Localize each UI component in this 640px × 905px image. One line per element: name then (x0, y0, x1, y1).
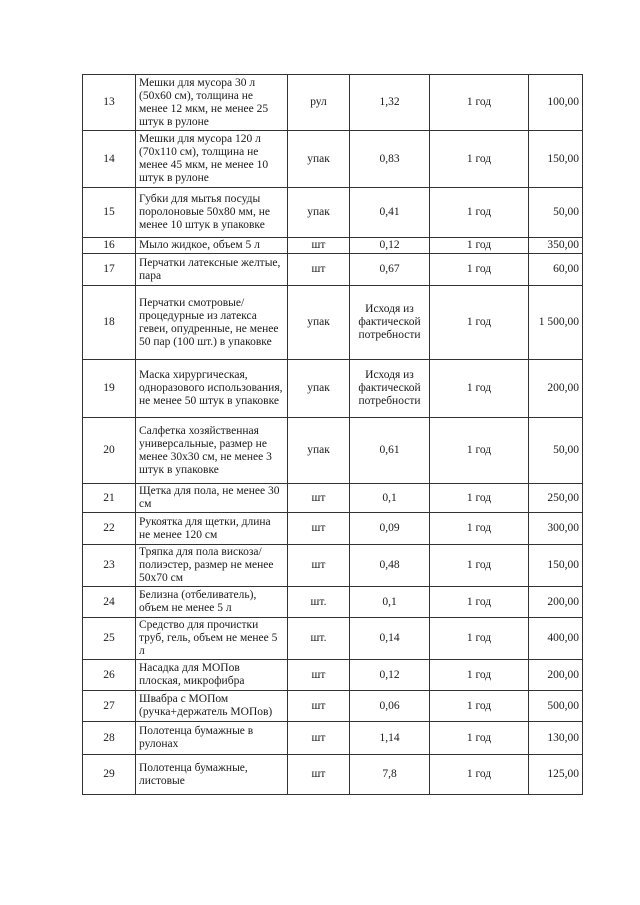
cell-period: 1 год (430, 188, 529, 238)
cell-num: 22 (83, 513, 136, 545)
table-row (83, 618, 583, 660)
cell-qty: Исходя из фактической потребности (350, 286, 430, 360)
cell-qty: 1,14 (350, 722, 430, 755)
cell-period: 1 год (430, 691, 529, 722)
table-row (83, 755, 583, 795)
table-row (83, 131, 583, 188)
cell-price: 400,00 (529, 618, 583, 660)
cell-name: Маска хирургическая, одноразового использования, не менее 50 штук в упаковке (136, 360, 288, 418)
cell-unit: упак (288, 286, 350, 360)
cell-qty: 0,83 (350, 131, 430, 188)
cell-period: 1 год (430, 254, 529, 286)
cell-period: 1 год (430, 238, 529, 254)
cell-price: 125,00 (529, 755, 583, 795)
cell-name: Полотенца бумажные, листовые (136, 755, 288, 795)
cell-price: 60,00 (529, 254, 583, 286)
cell-qty: 1,32 (350, 75, 430, 131)
cell-price: 100,00 (529, 75, 583, 131)
cell-period: 1 год (430, 513, 529, 545)
cell-price: 300,00 (529, 513, 583, 545)
cell-price: 500,00 (529, 691, 583, 722)
cell-unit: шт (288, 755, 350, 795)
cell-qty: 0,06 (350, 691, 430, 722)
cell-name: Перчатки латексные желтые, пара (136, 254, 288, 286)
cell-unit: шт (288, 722, 350, 755)
cell-period: 1 год (430, 484, 529, 513)
cell-unit: рул (288, 75, 350, 131)
cell-period: 1 год (430, 131, 529, 188)
cell-unit: шт (288, 691, 350, 722)
table-row (83, 660, 583, 691)
cell-period: 1 год (430, 755, 529, 795)
cell-name: Средство для прочистки труб, гель, объем не менее 5 л (136, 618, 288, 660)
cell-price: 150,00 (529, 545, 583, 587)
cell-unit: шт (288, 545, 350, 587)
cell-name: Мыло жидкое, объем 5 л (136, 238, 288, 254)
table-row (83, 360, 583, 418)
cell-unit: шт. (288, 587, 350, 618)
supply-table (82, 74, 583, 795)
cell-unit: шт (288, 513, 350, 545)
table-row (83, 513, 583, 545)
cell-period: 1 год (430, 360, 529, 418)
cell-num: 28 (83, 722, 136, 755)
cell-qty: 0,1 (350, 587, 430, 618)
cell-name: Полотенца бумажные в рулонах (136, 722, 288, 755)
cell-name: Мешки для мусора 120 л (70х110 см), толщина не менее 45 мкм, не менее 10 штук в рулоне (136, 131, 288, 188)
cell-unit: упак (288, 131, 350, 188)
cell-name: Белизна (отбеливатель), объем не менее 5 л (136, 587, 288, 618)
cell-unit: упак (288, 418, 350, 484)
cell-period: 1 год (430, 587, 529, 618)
cell-qty: Исходя из фактической потребности (350, 360, 430, 418)
cell-num: 25 (83, 618, 136, 660)
cell-name: Швабра с МОПом (ручка+держатель МОПов) (136, 691, 288, 722)
cell-price: 1 500,00 (529, 286, 583, 360)
cell-name: Тряпка для пола вискоза/полиэстер, размер не менее 50х70 см (136, 545, 288, 587)
cell-unit: шт. (288, 618, 350, 660)
cell-price: 50,00 (529, 418, 583, 484)
cell-num: 13 (83, 75, 136, 131)
cell-qty: 0,61 (350, 418, 430, 484)
cell-qty: 0,48 (350, 545, 430, 587)
cell-price: 130,00 (529, 722, 583, 755)
cell-num: 23 (83, 545, 136, 587)
cell-price: 150,00 (529, 131, 583, 188)
cell-qty: 0,14 (350, 618, 430, 660)
cell-qty: 0,1 (350, 484, 430, 513)
cell-period: 1 год (430, 75, 529, 131)
table-row (83, 418, 583, 484)
cell-name: Перчатки смотровые/процедурные из латекса гевеи, опудренные, не менее 50 пар (100 шт.) в упаковке (136, 286, 288, 360)
cell-price: 200,00 (529, 587, 583, 618)
cell-name: Щетка для пола, не менее 30 см (136, 484, 288, 513)
cell-name: Рукоятка для щетки, длина не менее 120 см (136, 513, 288, 545)
cell-unit: упак (288, 188, 350, 238)
cell-qty: 0,09 (350, 513, 430, 545)
cell-num: 17 (83, 254, 136, 286)
table-body (83, 75, 583, 795)
table-row (83, 286, 583, 360)
cell-num: 21 (83, 484, 136, 513)
table-row (83, 254, 583, 286)
table-row (83, 238, 583, 254)
cell-price: 50,00 (529, 188, 583, 238)
cell-unit: шт (288, 254, 350, 286)
table-row (83, 75, 583, 131)
table-row (83, 484, 583, 513)
cell-price: 350,00 (529, 238, 583, 254)
cell-period: 1 год (430, 286, 529, 360)
cell-period: 1 год (430, 722, 529, 755)
cell-unit: шт (288, 238, 350, 254)
cell-unit: упак (288, 360, 350, 418)
table-row (83, 722, 583, 755)
cell-price: 250,00 (529, 484, 583, 513)
cell-num: 14 (83, 131, 136, 188)
cell-qty: 7,8 (350, 755, 430, 795)
cell-num: 15 (83, 188, 136, 238)
cell-period: 1 год (430, 660, 529, 691)
cell-qty: 0,12 (350, 238, 430, 254)
cell-num: 16 (83, 238, 136, 254)
table-row (83, 587, 583, 618)
cell-qty: 0,12 (350, 660, 430, 691)
cell-name: Насадка для МОПов плоская, микрофибра (136, 660, 288, 691)
cell-unit: шт (288, 484, 350, 513)
cell-num: 20 (83, 418, 136, 484)
cell-period: 1 год (430, 545, 529, 587)
table-row (83, 691, 583, 722)
cell-unit: шт (288, 660, 350, 691)
cell-num: 18 (83, 286, 136, 360)
cell-num: 27 (83, 691, 136, 722)
table-row (83, 545, 583, 587)
cell-price: 200,00 (529, 360, 583, 418)
cell-name: Салфетка хозяйственная универсальные, размер не менее 30х30 см, не менее 3 штук в упаковке (136, 418, 288, 484)
cell-qty: 0,41 (350, 188, 430, 238)
cell-period: 1 год (430, 418, 529, 484)
cell-num: 19 (83, 360, 136, 418)
cell-price: 200,00 (529, 660, 583, 691)
cell-name: Губки для мытья посуды поролоновые 50х80 мм, не менее 10 штук в упаковке (136, 188, 288, 238)
cell-num: 24 (83, 587, 136, 618)
table-row (83, 188, 583, 238)
cell-period: 1 год (430, 618, 529, 660)
cell-qty: 0,67 (350, 254, 430, 286)
cell-num: 29 (83, 755, 136, 795)
cell-name: Мешки для мусора 30 л (50х60 см), толщина не менее 12 мкм, не менее 25 штук в рулоне (136, 75, 288, 131)
cell-num: 26 (83, 660, 136, 691)
